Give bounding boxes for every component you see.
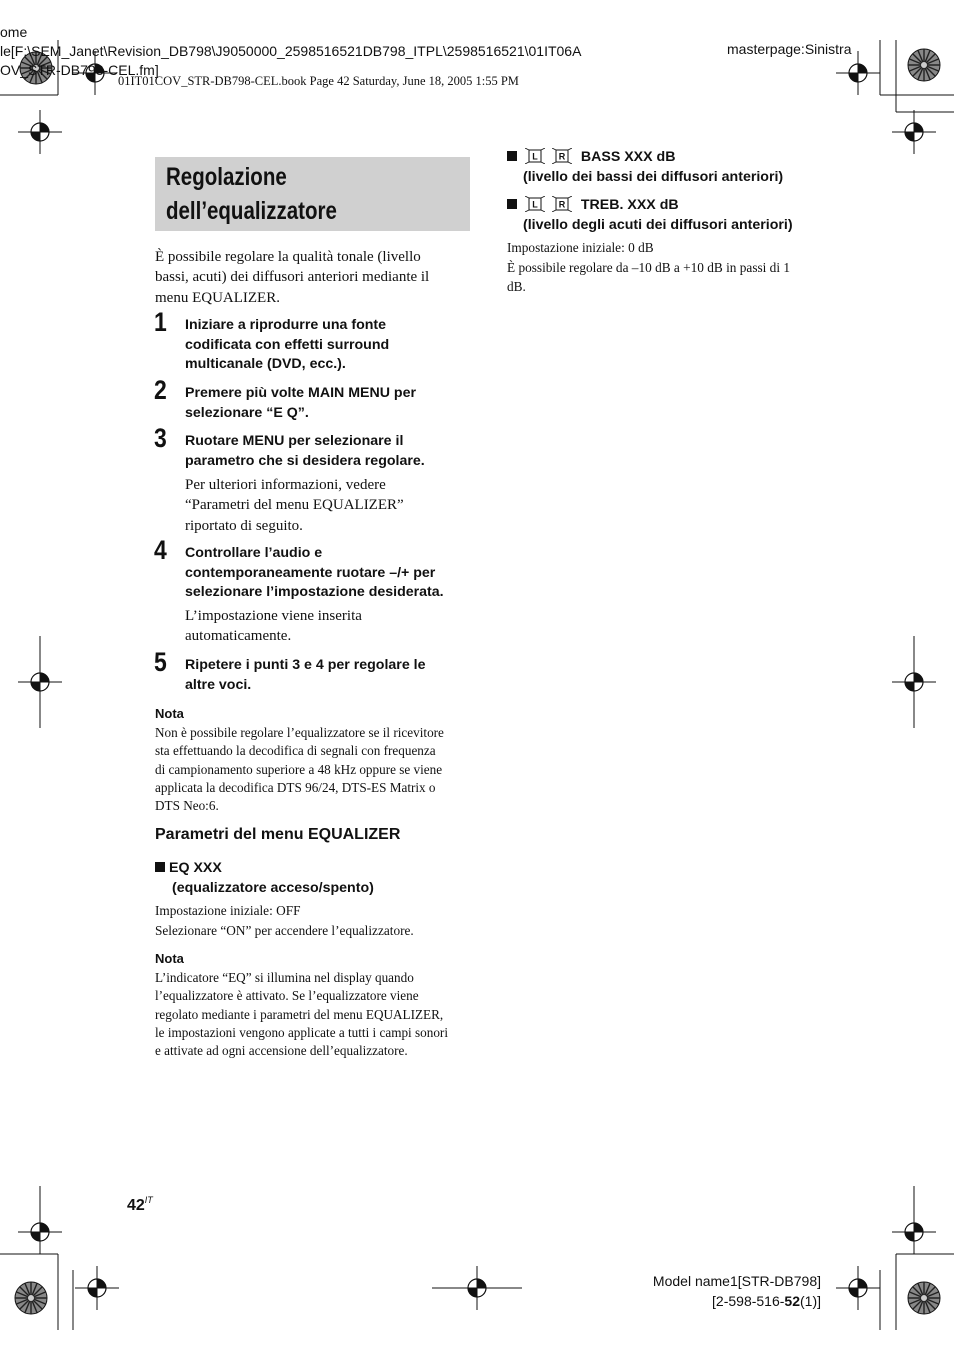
page-title-line: dell’equalizzatore: [166, 197, 337, 225]
param-subtitle: (livello degli acuti dei diffusori anteriori): [523, 216, 793, 233]
step-instruction: [185, 316, 485, 375]
note-line: e attivate ad ogni accensione dell’equalizzatore.: [155, 1043, 408, 1059]
file-path-line: le[F:\SEM_Janet\Revision_DB798\J9050000_2598516521DB798_ITPL\2598516521\01IT06A: [0, 43, 582, 59]
step-line: selezionare l’impostazione desiderata.: [185, 584, 444, 600]
step-instruction: [185, 432, 485, 471]
step-number: 1: [154, 307, 167, 337]
param-subtitle: (livello dei bassi dei diffusori anteriori): [523, 168, 784, 185]
page-number: [127, 1195, 153, 1215]
step-line: contemporaneamente ruotare –/+ per: [185, 564, 436, 581]
param-subtitle: (equalizzatore acceso/spento): [172, 879, 374, 896]
speaker-front-left-icon: [525, 148, 545, 164]
step-detail-line: “Parametri del menu EQUALIZER”: [185, 497, 404, 514]
param-treb: [507, 196, 837, 235]
step-detail: [185, 606, 485, 647]
param-line: Selezionare “ON” per accendere l’equalizzatore.: [155, 922, 414, 938]
svg-text:L: L: [532, 151, 538, 162]
speaker-front-right-icon: [552, 196, 572, 212]
step-line: parametro che si desidera regolare.: [185, 452, 425, 469]
speaker-front-right-icon: [552, 148, 572, 164]
param-title: EQ XXX: [169, 860, 222, 876]
page-number-value: 42: [127, 1197, 145, 1214]
registration-mark-icon: [892, 110, 936, 154]
note-line: Non è possibile regolare l’equalizzatore se il ricevitore: [155, 725, 444, 740]
square-bullet-icon: [507, 151, 517, 161]
registration-mark-icon: [836, 1266, 880, 1310]
model-name: Model name1[STR-DB798]: [652, 1273, 821, 1289]
param-line: È possibile regolare da –10 dB a +10 dB in passi di 1: [507, 259, 791, 275]
intro-line: menu EQUALIZER.: [155, 289, 280, 306]
file-path-line: ome: [0, 24, 28, 40]
step-line: altre voci.: [185, 676, 252, 693]
step-line: Iniziare a riprodurre una fonte: [185, 317, 387, 333]
intro-line: È possibile regolare la qualità tonale (livello: [155, 249, 421, 265]
note-line: regolato mediante i parametri del menu EQUALIZER,: [155, 1006, 444, 1022]
note-line: applicata la decodifica DTS 96/24, DTS-ES Matrix o: [155, 779, 436, 795]
model-code: [2-598-516-52(1)]: [712, 1292, 821, 1309]
step-detail: [185, 475, 485, 536]
param-line: Impostazione iniziale: 0 dB: [507, 240, 654, 255]
svg-text:L: L: [532, 199, 538, 210]
param-bass: [507, 148, 837, 187]
step-number: 3: [154, 423, 167, 453]
step-instruction: [185, 656, 485, 695]
registration-mark-icon: [836, 51, 880, 95]
param-eq: [155, 859, 475, 898]
step-line: multicanale (DVD, ecc.).: [185, 356, 346, 372]
note-line: l’equalizzatore è attivato. Se l’equalizzatore viene: [155, 988, 419, 1004]
note-line: sta effettuando la decodifica di segnali con frequenza: [155, 743, 436, 759]
param-eq-description: [155, 901, 475, 940]
step-detail-line: Per ulteriori informazioni, vedere: [185, 477, 386, 493]
param-treb-description: [507, 238, 837, 297]
page-number-suffix: IT: [144, 1195, 153, 1205]
step-number: 2: [154, 375, 167, 405]
step-line: Controllare l’audio e: [185, 545, 323, 561]
square-bullet-icon: [155, 862, 165, 872]
intro-line: bassi, acuti) dei diffusori anteriori mediante il: [155, 269, 430, 286]
file-path-header: [0, 23, 581, 80]
note-line: DTS Neo:6.: [155, 798, 219, 814]
file-path-line: OV_STR-DB798-CEL.fm]: [0, 62, 159, 78]
masterpage-label: masterpage:Sinistra: [727, 41, 852, 57]
step-number: 5: [154, 647, 167, 677]
param-line: Impostazione iniziale: OFF: [155, 903, 301, 918]
registration-mark-icon: [18, 1210, 62, 1254]
step-line: Ruotare MENU per selezionare il: [185, 433, 404, 449]
svg-text:R: R: [558, 199, 566, 210]
step-detail-line: L’impostazione viene inserita: [185, 608, 362, 624]
step-line: Ripetere i punti 3 e 4 per regolare le: [185, 657, 426, 673]
note-heading: Nota: [155, 951, 184, 966]
step-line: codificata con effetti surround: [185, 336, 390, 353]
color-wheel-icon: [908, 49, 940, 81]
param-title: BASS XXX dB: [580, 149, 676, 165]
step-instruction: [185, 384, 485, 423]
registration-mark-icon: [18, 110, 62, 154]
intro-paragraph: [155, 247, 475, 308]
speaker-front-left-icon: [525, 196, 545, 212]
color-wheel-icon: [15, 1282, 47, 1314]
svg-text:R: R: [558, 151, 566, 162]
section-heading: Parametri del menu EQUALIZER: [155, 826, 401, 843]
page-title: [166, 160, 337, 228]
book-info: 01IT01COV_STR-DB798-CEL.book Page 42 Saturday, June 18, 2005 1:55 PM: [118, 74, 519, 88]
step-number: 4: [154, 535, 167, 565]
note-heading: Nota: [155, 706, 184, 721]
page-title-line: Regolazione: [166, 163, 287, 191]
note-line: di campionamento superiore a 48 kHz oppure se viene: [155, 761, 443, 777]
registration-mark-icon: [892, 1210, 936, 1254]
step-detail-line: riportato di seguito.: [185, 517, 303, 534]
title-box: [155, 157, 470, 231]
step-instruction: [185, 544, 485, 603]
note-body: [155, 724, 475, 815]
step-line: selezionare “E Q”.: [185, 404, 309, 421]
step-detail-line: automaticamente.: [185, 628, 292, 645]
registration-mark-icon: [75, 1266, 119, 1310]
note-body: [155, 969, 475, 1060]
param-line: dB.: [507, 279, 526, 294]
step-line: Premere più volte MAIN MENU per: [185, 385, 416, 401]
square-bullet-icon: [507, 199, 517, 209]
param-title: TREB. XXX dB: [580, 197, 679, 213]
note-line: le impostazioni vengono applicate a tutti i campi sonori: [155, 1024, 448, 1040]
note-line: L’indicatore “EQ” si illumina nel display quando: [155, 970, 414, 985]
model-footer: [653, 1272, 821, 1311]
color-wheel-icon: [908, 1282, 940, 1314]
